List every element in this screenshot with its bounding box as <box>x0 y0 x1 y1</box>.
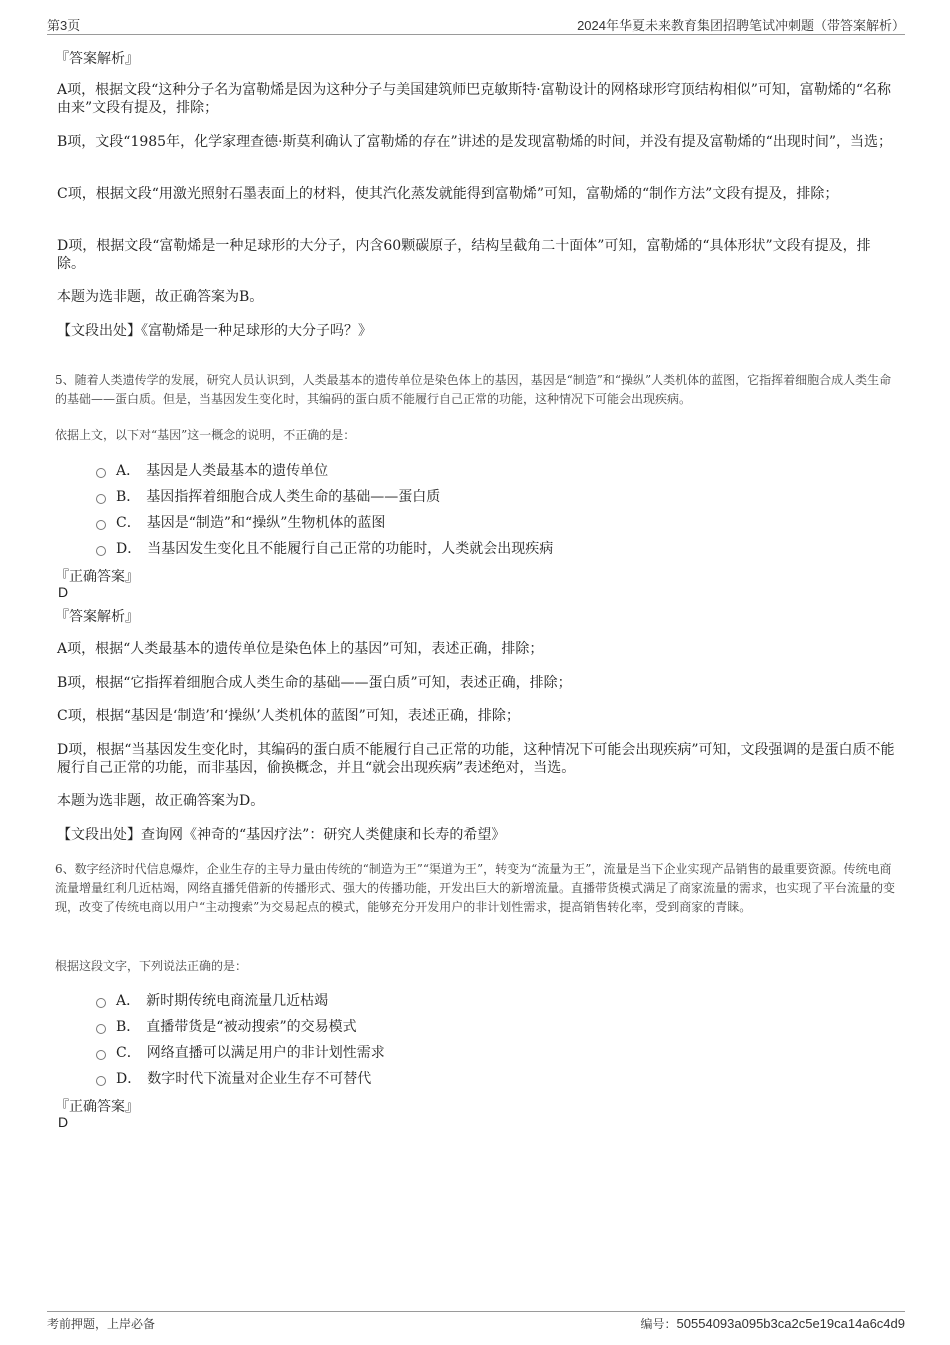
page-number: 第3页 <box>47 18 81 33</box>
radio-icon[interactable] <box>96 1076 106 1086</box>
radio-icon[interactable] <box>96 546 106 556</box>
answer-analysis-label: 『答案解析』 <box>55 609 139 625</box>
page-header <box>47 14 905 35</box>
radio-icon[interactable] <box>96 1050 106 1060</box>
question-5-text: 5、随着人类遗传学的发展，研究人员认识到，人类最基本的遗传单位是染色体上的基因，基因是“制造”和“操纵”人类机体的蓝图，它指挥着细胞合成人类生命的基础——蛋白质。但是，当基因发生变化时，其编码的蛋白质不能履行自己正常的功能，这种情况下可能会出现疾病。 <box>55 373 892 406</box>
correct-answer-value: D <box>58 584 69 600</box>
q5-option-d[interactable]: D． 当基因发生变化且不能履行自己正常的功能时，人类就会出现疾病 <box>96 538 553 558</box>
question-6-prompt: 根据这段文字，下列说法正确的是： <box>55 959 248 973</box>
q5-option-c[interactable]: C． 基因是“制造”和“操纵”生物机体的蓝图 <box>96 512 385 532</box>
q5-analysis-b: B项，根据“它指挥着细胞合成人类生命的基础——蛋白质”可知，表述正确，排除； <box>57 675 572 691</box>
q6-option-d[interactable]: D． 数字时代下流量对企业生存不可替代 <box>96 1068 371 1088</box>
radio-icon[interactable] <box>96 1024 106 1034</box>
analysis-option-c: C项，根据文段“用激光照射石墨表面上的材料，使其汽化蒸发就能得到富勒烯”可知，富勒烯的“制作方法”文段有提及，排除； <box>57 186 839 202</box>
q6-option-a[interactable]: A． 新时期传统电商流量几近枯竭 <box>96 990 328 1010</box>
q5-option-b[interactable]: B． 基因指挥着细胞合成人类生命的基础——蛋白质 <box>96 486 440 506</box>
footer-slogan: 考前押题，上岸必备 <box>47 1317 156 1331</box>
q6-option-b[interactable]: B． 直播带货是“被动搜索”的交易模式 <box>96 1016 357 1036</box>
answer-analysis-label: 『答案解析』 <box>55 51 139 67</box>
q5-analysis-c: C项，根据“基因是‘制造’和‘操纵’人类机体的蓝图”可知，表述正确，排除； <box>57 708 520 724</box>
q5-analysis-a: A项，根据“人类最基本的遗传单位是染色体上的基因”可知，表述正确，排除； <box>57 641 544 657</box>
correct-answer-label: 『正确答案』 <box>55 569 139 585</box>
analysis-conclusion: 本题为选非题，故正确答案为B。 <box>57 289 264 305</box>
question-6-text: 6、数字经济时代信息爆炸，企业生存的主导力量由传统的“制造为王”“渠道为王”，转变为“流量为王”，流量是当下企业实现产品销售的最重要资源。传统电商流量增量红利几近枯竭，网络直播凭借新的传播形式、强大的传播功能，开发出巨大的新增流量。直播带货模式满足了商家流量的需求，也实现了平台流量的变现，改变了传统电商以用户“主动搜索”为交易起点的模式，能够充分开发用户的非计划性需求，提高销售转化率，受到商家的青睐。 <box>55 862 896 914</box>
correct-answer-value: D <box>58 1114 69 1130</box>
radio-icon[interactable] <box>96 998 106 1008</box>
q5-option-a[interactable]: A． 基因是人类最基本的遗传单位 <box>96 460 328 480</box>
page-footer <box>47 1311 905 1332</box>
analysis-option-b: B项，文段“1985年，化学家理查德·斯莫利确认了富勒烯的存在”讲述的是发现富勒烯的时间，并没有提及富勒烯的“出现时间”，当选； <box>57 134 892 150</box>
q5-analysis-d: D项，根据“当基因发生变化时，其编码的蛋白质不能履行自己正常的功能，这种情况下可能会出现疾病”可知，文段强调的是蛋白质不能履行自己正常的功能，而非基因，偷换概念，并且“就会出现疾病”表述绝对，当选。 <box>57 742 895 776</box>
radio-icon[interactable] <box>96 520 106 530</box>
correct-answer-label: 『正确答案』 <box>55 1099 139 1115</box>
document-code: 编号：50554093a095b3ca2c5e19ca14a6c4d9 <box>640 1316 905 1331</box>
question-5-prompt: 依据上文，以下对“基因”这一概念的说明，不正确的是： <box>55 428 356 442</box>
document-title: 2024年华夏未来教育集团招聘笔试冲刺题（带答案解析） <box>577 18 905 33</box>
source-citation: 【文段出处】《富勒烯是一种足球形的大分子吗？》 <box>57 323 372 339</box>
radio-icon[interactable] <box>96 494 106 504</box>
radio-icon[interactable] <box>96 468 106 478</box>
q5-analysis-conclusion: 本题为选非题，故正确答案为D。 <box>57 793 265 809</box>
q5-source-citation: 【文段出处】查询网《神奇的“基因疗法”：研究人类健康和长寿的希望》 <box>57 827 506 843</box>
q6-option-c[interactable]: C． 网络直播可以满足用户的非计划性需求 <box>96 1042 385 1062</box>
analysis-option-d: D项，根据文段“富勒烯是一种足球形的大分子，内含60颗碳原子，结构呈截角二十面体”可知，富勒烯的“具体形状”文段有提及，排除。 <box>57 238 871 272</box>
analysis-option-a: A项，根据文段“这种分子名为富勒烯是因为这种分子与美国建筑师巴克敏斯特·富勒设计的网格球形穹顶结构相似”可知，富勒烯的“名称由来”文段有提及，排除； <box>57 82 892 116</box>
